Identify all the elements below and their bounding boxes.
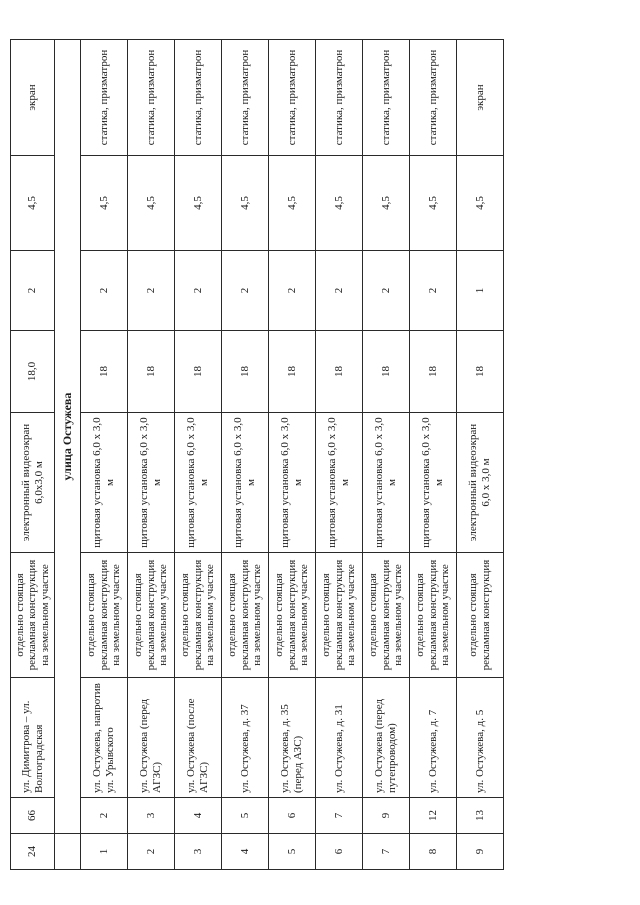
kind-cell: статика, призматрон (363, 40, 410, 156)
table-row (128, 40, 175, 870)
kind-cell: экран (11, 40, 55, 156)
address-cell: ул. Димитрова – ул. Волгоградская (11, 678, 55, 798)
format-cell: щитовая установка 6,0 х 3,0 м (128, 413, 175, 553)
structure-code: 12 (410, 798, 457, 834)
address-cell: ул. Остужева (перед АГЗС) (128, 678, 175, 798)
table-row (175, 40, 222, 870)
area-cell: 18 (128, 331, 175, 413)
structure-code: 3 (128, 798, 175, 834)
structure-type-cell: отдельно стоящая рекламная конструкция на земельном участке (81, 553, 128, 678)
structure-type-cell: отдельно стоящая рекламная конструкция на земельном участке (11, 553, 55, 678)
format-cell: щитовая установка 6,0 х 3,0 м (316, 413, 363, 553)
kind-cell: статика, призматрон (128, 40, 175, 156)
area-cell: 18 (363, 331, 410, 413)
row-number: 7 (363, 834, 410, 870)
kind-cell: статика, призматрон (410, 40, 457, 156)
area-cell: 18 (175, 331, 222, 413)
sides-cell: 2 (11, 251, 55, 331)
address-cell: ул. Остужева, д. 5 (457, 678, 504, 798)
row-number: 1 (81, 834, 128, 870)
row-number: 3 (175, 834, 222, 870)
table-row (269, 40, 316, 870)
years-cell: 4,5 (81, 156, 128, 251)
structure-code: 13 (457, 798, 504, 834)
row-number: 5 (269, 834, 316, 870)
area-cell: 18 (410, 331, 457, 413)
structure-code: 5 (222, 798, 269, 834)
advertising-structures-table (10, 39, 504, 870)
years-cell: 4,5 (410, 156, 457, 251)
table-row (11, 40, 55, 870)
area-cell: 18 (222, 331, 269, 413)
area-cell: 18 (316, 331, 363, 413)
structure-type-cell: отдельно стоящая рекламная конструкция на земельном участке (128, 553, 175, 678)
sides-cell: 2 (363, 251, 410, 331)
address-cell: ул. Остужева, д. 35 (перед АЗС) (269, 678, 316, 798)
structure-type-cell: отдельно стоящая рекламная конструкция на земельном участке (316, 553, 363, 678)
structure-code: 66 (11, 798, 55, 834)
row-number: 4 (222, 834, 269, 870)
sides-cell: 2 (222, 251, 269, 331)
row-number: 8 (410, 834, 457, 870)
structure-type-cell: отдельно стоящая рекламная конструкция на земельном участке (269, 553, 316, 678)
structure-type-cell: отдельно стоящая рекламная конструкция (457, 553, 504, 678)
section-row (55, 40, 81, 870)
structure-code: 9 (363, 798, 410, 834)
kind-cell: экран (457, 40, 504, 156)
kind-cell: статика, призматрон (316, 40, 363, 156)
years-cell: 4,5 (269, 156, 316, 251)
structure-type-cell: отдельно стоящая рекламная конструкция на земельном участке (222, 553, 269, 678)
address-cell: ул. Остужева, д. 7 (410, 678, 457, 798)
row-number: 2 (128, 834, 175, 870)
format-cell: щитовая установка 6,0 х 3,0 м (410, 413, 457, 553)
kind-cell: статика, призматрон (175, 40, 222, 156)
format-cell: электронный видеоэкран 6,0 х 3,0 м (457, 413, 504, 553)
area-cell: 18 (81, 331, 128, 413)
structure-code: 2 (81, 798, 128, 834)
row-number: 9 (457, 834, 504, 870)
kind-cell: статика, призматрон (81, 40, 128, 156)
sides-cell: 2 (128, 251, 175, 331)
years-cell: 4,5 (175, 156, 222, 251)
kind-cell: статика, призматрон (222, 40, 269, 156)
table-row (316, 40, 363, 870)
years-cell: 4,5 (222, 156, 269, 251)
sides-cell: 2 (81, 251, 128, 331)
sides-cell: 2 (410, 251, 457, 331)
section-title: улица Остужева (55, 40, 81, 834)
row-number: 24 (11, 834, 55, 870)
area-cell: 18 (269, 331, 316, 413)
address-cell: ул. Остужева (после АГЗС) (175, 678, 222, 798)
format-cell: щитовая установка 6,0 х 3,0 м (222, 413, 269, 553)
format-cell: щитовая установка 6,0 х 3,0 м (269, 413, 316, 553)
structure-type-cell: отдельно стоящая рекламная конструкция на земельном участке (410, 553, 457, 678)
table-row (222, 40, 269, 870)
sides-cell: 2 (316, 251, 363, 331)
area-cell: 18 (457, 331, 504, 413)
years-cell: 4,5 (316, 156, 363, 251)
address-cell: ул. Остужева, д. 37 (222, 678, 269, 798)
years-cell: 4,5 (128, 156, 175, 251)
address-cell: ул. Остужева (перед путепроводом) (363, 678, 410, 798)
kind-cell: статика, призматрон (269, 40, 316, 156)
years-cell: 4,5 (11, 156, 55, 251)
structure-code: 6 (269, 798, 316, 834)
structure-code: 4 (175, 798, 222, 834)
section-spacer (55, 834, 81, 870)
format-cell: щитовая установка 6,0 х 3,0 м (81, 413, 128, 553)
sides-cell: 2 (175, 251, 222, 331)
row-number: 6 (316, 834, 363, 870)
format-cell: щитовая установка 6,0 х 3,0 м (175, 413, 222, 553)
format-cell: электронный видеоэкран 6,0х3,0 м (11, 413, 55, 553)
address-cell: ул. Остужева, д. 31 (316, 678, 363, 798)
area-cell: 18,0 (11, 331, 55, 413)
table-row (363, 40, 410, 870)
structure-type-cell: отдельно стоящая рекламная конструкция на земельном участке (363, 553, 410, 678)
sides-cell: 1 (457, 251, 504, 331)
table-row (457, 40, 504, 870)
table-row (410, 40, 457, 870)
years-cell: 4,5 (457, 156, 504, 251)
format-cell: щитовая установка 6,0 х 3,0 м (363, 413, 410, 553)
years-cell: 4,5 (363, 156, 410, 251)
address-cell: ул. Остужева, напротив ул. Урывского (81, 678, 128, 798)
structure-code: 7 (316, 798, 363, 834)
structure-type-cell: отдельно стоящая рекламная конструкция на земельном участке (175, 553, 222, 678)
table-row (81, 40, 128, 870)
sides-cell: 2 (269, 251, 316, 331)
